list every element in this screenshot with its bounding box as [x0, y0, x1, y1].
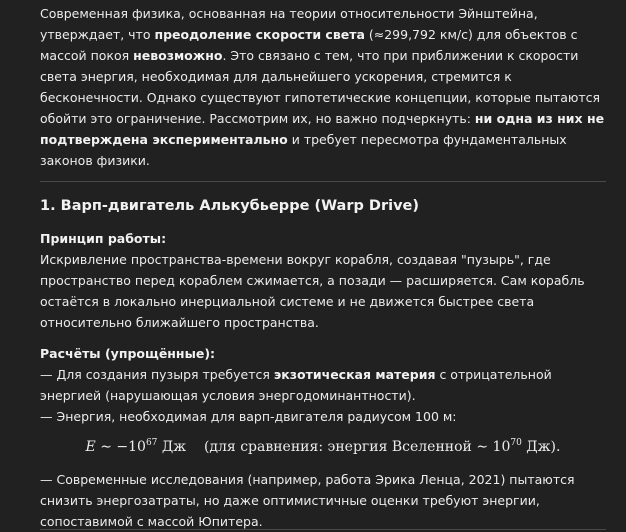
calc-line-1 [40, 364, 606, 406]
calc-label: Расчёты (упрощённые): [40, 346, 216, 361]
section-heading: 1. Варп-двигатель Алькубьерре (Warp Drive) [40, 198, 419, 214]
section-divider-bottom [40, 529, 606, 530]
formula-compare: (для сравнения: энергия Вселенной [203, 439, 477, 455]
formula-exp-2: 70 [510, 438, 522, 448]
calc-line-2: — Энергия, необходимая для варп-двигателя радиусом 100 м: [40, 409, 457, 424]
section-divider [40, 181, 606, 182]
intro-text-1: Современная физика, основанная на теории относительности Эйнштейна, утверждает, что [40, 6, 538, 42]
formula-base-2: 10 [492, 439, 511, 455]
formula-unit-2: Дж). [526, 439, 561, 455]
intro-text-3: . Это связано с тем, что при приближении к скорости света энергия, необходимая для дальнейшего ускорения, стремится к бесконечности. Однако существуют гипотетические концепции, которые пытаются обойти это ограничение. Рассмотрим их, но важно подчеркнуть: [40, 48, 601, 126]
calc1-bold: экзотическая материя [273, 367, 436, 382]
principle-label: Принцип работы: [40, 231, 167, 246]
intro-bold-2: невозможно [133, 48, 223, 63]
intro-paragraph [40, 3, 606, 171]
calc-line-3: — Современные исследования (например, работа Эрика Ленца, 2021) пытаются снизить энергозатраты, но даже оптимистичные оценки требуют энергии, сопоставимой с массой Юпитера. [40, 472, 575, 529]
formula-lhs: E [85, 439, 96, 455]
formula-exp-1: 67 [145, 438, 158, 448]
formula-unit-1: Дж [161, 439, 187, 455]
principle-text: Искривление пространства-времени вокруг корабля, создавая "пузырь", где пространство перед кораблем сжимается, а позади — расширяется. Сам корабль остаётся в локально инерциальной системе и не движется быстрее света относительно ближайшего пространства. [40, 252, 585, 330]
energy-formula [40, 435, 606, 459]
calc-block [40, 343, 606, 532]
intro-text-2: (≈299,792 км/с) для объектов с массой покоя [40, 27, 578, 63]
formula-sim: ∼ [100, 439, 112, 455]
formula-base: −10 [116, 439, 146, 455]
calc1-text-a: — Для создания пузыря требуется [40, 367, 274, 382]
calc1-text-c: с отрицательной энергией (нарушающая условия энергодоминантности). [40, 367, 552, 403]
formula-sim-2: ∼ [476, 439, 489, 455]
principle-block [40, 228, 606, 333]
intro-text-4: и требует пересмотра фундаментальных законов физики. [40, 132, 567, 168]
intro-bold-3: ни одна из них не подтверждена экспериментально [40, 111, 605, 147]
intro-bold-1: преодоление скорости света [154, 27, 365, 42]
